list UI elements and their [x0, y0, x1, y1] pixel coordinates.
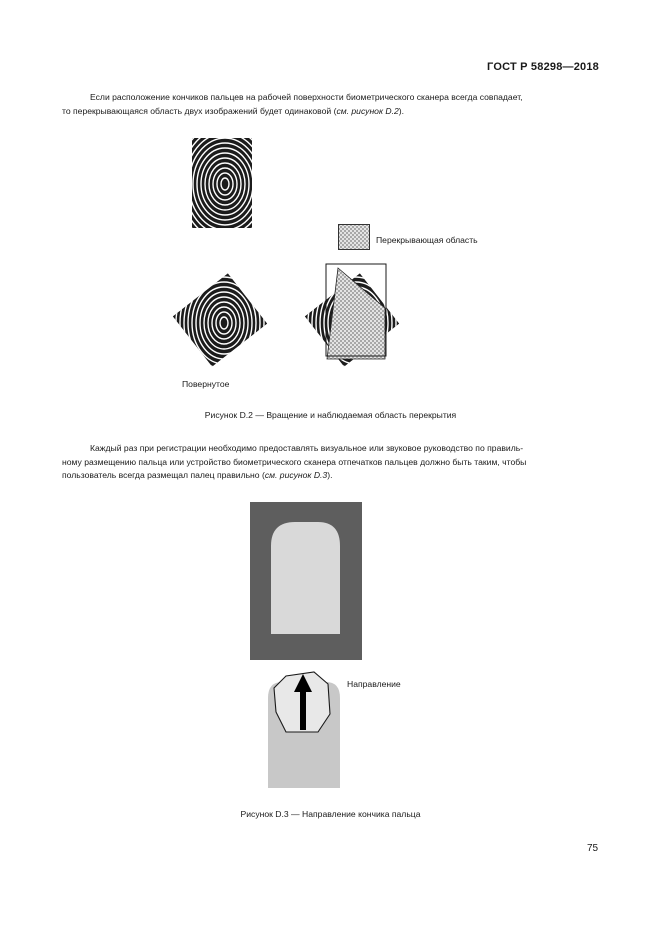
paragraph-2-line-3 — [62, 469, 599, 483]
fingerprint-rotated-image — [168, 265, 272, 375]
figure-reference-d3: см. рисунок D.3 — [264, 470, 328, 481]
paragraph-1-line-1: Если расположение кончиков пальцев на рабочей поверхности биометрического сканера всегда совпадает, — [90, 92, 523, 102]
paragraph-2-line-2: ному размещению пальца или устройство биометрического сканера отпечатков пальцев должно быть таким, чтобы — [62, 456, 527, 467]
document-header: ГОСТ Р 58298—2018 — [487, 61, 599, 73]
rotated-label: Повернутое — [182, 379, 230, 389]
text-fragment: пользователь всегда размещал палец правильно ( — [62, 470, 265, 481]
overlap-legend-label: Перекрывающая область — [376, 235, 478, 245]
text-fragment: ). — [398, 105, 405, 116]
paragraph-2 — [62, 442, 599, 483]
fingerprint-overlap-image — [300, 265, 404, 375]
text-fragment: то перекрывающаяся область двух изображений будет одинаковой ( — [62, 105, 337, 116]
direction-label: Направление — [347, 679, 401, 689]
text-fragment: ). — [327, 470, 333, 481]
figure-d3-caption: Рисунок D.3 — Направление кончика пальца — [240, 809, 421, 819]
paragraph-1 — [62, 91, 599, 118]
figure-d2-caption: Рисунок D.2 — Вращение и наблюдаемая область перекрытия — [204, 410, 457, 420]
finger-direction-image — [266, 668, 346, 792]
figure-reference-d2: см. рисунок D.2 — [336, 105, 399, 116]
overlap-legend-swatch — [338, 224, 370, 250]
paragraph-1-line-2 — [62, 105, 599, 119]
finger-placement-area — [271, 522, 340, 634]
fingerprint-original-image — [192, 138, 252, 228]
paragraph-2-line-1: Каждый раз при регистрации необходимо предоставлять визуальное или звуковое руководство по правиль- — [90, 443, 524, 453]
scanner-surface-image — [250, 502, 362, 660]
page-number: 75 — [587, 843, 599, 854]
